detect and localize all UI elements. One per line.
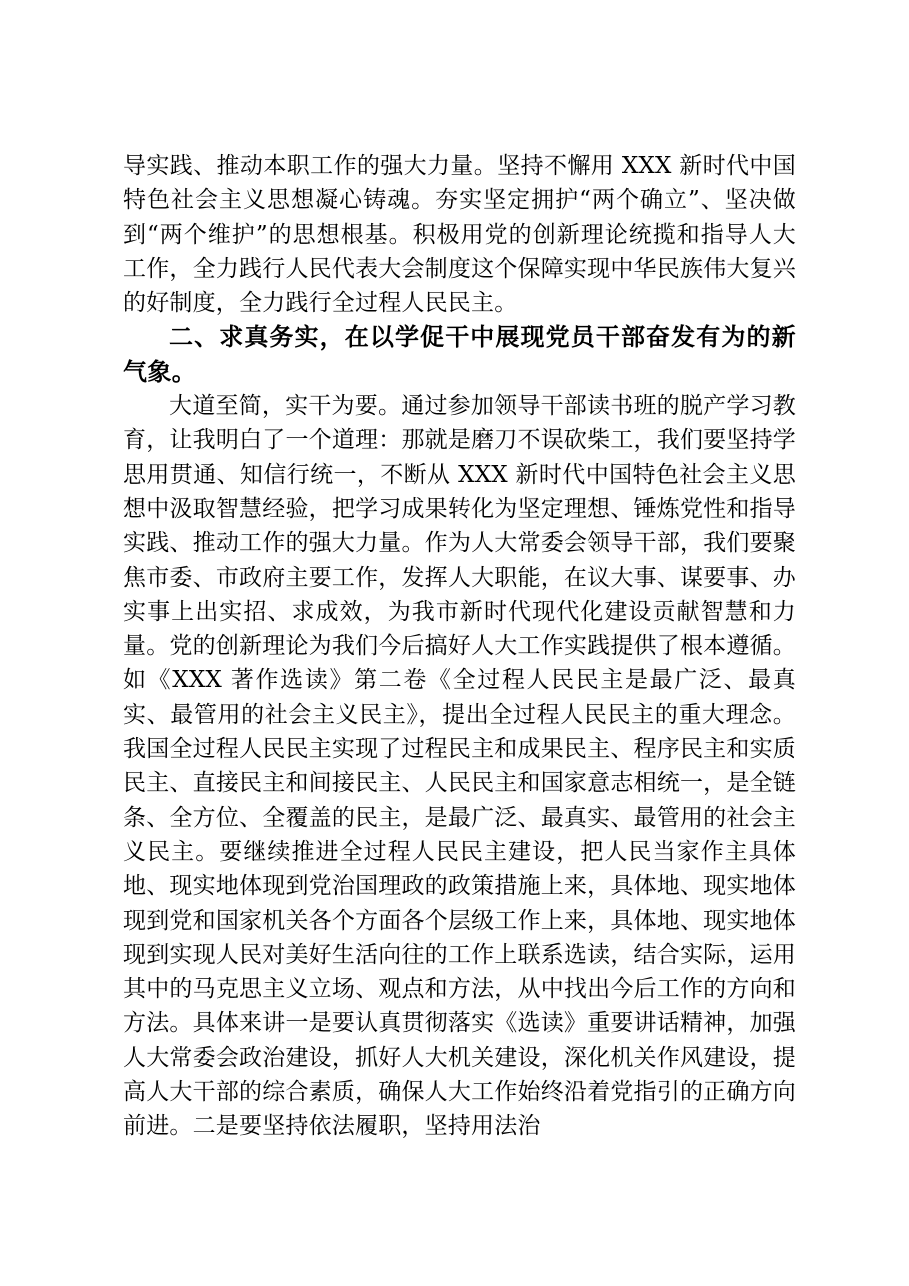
continuation-paragraph: 导实践、推动本职工作的强大力量。坚持不懈用 XXX 新时代中国特色社会主义思想凝心铸魂。夯实坚定拥护“两个确立”、坚决做到“两个维护”的思想根基。积极用党的创新理论统揽和指导人大工作，全力践行人民代表大会制度这个保障实现中华民族伟大复兴的好制度，全力践行全过程人民民主。 (123, 153, 796, 317)
section-heading: 二、求真务实，在以学促干中展现党员干部奋发有为的新气象。 (123, 323, 796, 386)
document-body (123, 149, 796, 1144)
body-paragraph: 大道至简，实干为要。通过参加领导干部读书班的脱产学习教育，让我明白了一个道理：那就是磨刀不误砍柴工，我们要坚持学思用贯通、知信行统一，不断从 XXX 新时代中国特色社会主义思想中汲取智慧经验，把学习成果转化为坚定理想、锤炼党性和指导实践、推动工作的强大力量。作为人大常委会领导干部，我们要聚焦市委、市政府主要工作，发挥人大职能，在议大事、谋要事、办实事上出实招、求成效，为我市新时代现代化建设贡献智慧和力量。党的创新理论为我们今后搞好人大工作实践提供了根本遵循。如《XXX 著作选读》第二卷《全过程人民民主是最广泛、最真实、最管用的社会主义民主》，提出全过程人民民主的重大理念。我国全过程人民民主实现了过程民主和成果民主、程序民主和实质民主、直接民主和间接民主、人民民主和国家意志相统一，是全链条、全方位、全覆盖的民主，是最广泛、最真实、最管用的社会主义民主。要继续推进全过程人民民主建设，把人民当家作主具体地、现实地体现到党治国理政的政策措施上来，具体地、现实地体现到党和国家机关各个方面各个层级工作上来，具体地、现实地体现到实现人民对美好生活向往的工作上联系选读，结合实际，运用其中的马克思主义立场、观点和方法，从中找出今后工作的方向和方法。具体来讲一是要认真贯彻落实《选读》重要讲话精神，加强人大常委会政治建设，抓好人大机关建设，深化机关作风建设，提高人大干部的综合素质，确保人大工作始终沿着党指引的正确方向前进。二是要坚持依法履职，坚持用法治 (123, 393, 796, 1140)
